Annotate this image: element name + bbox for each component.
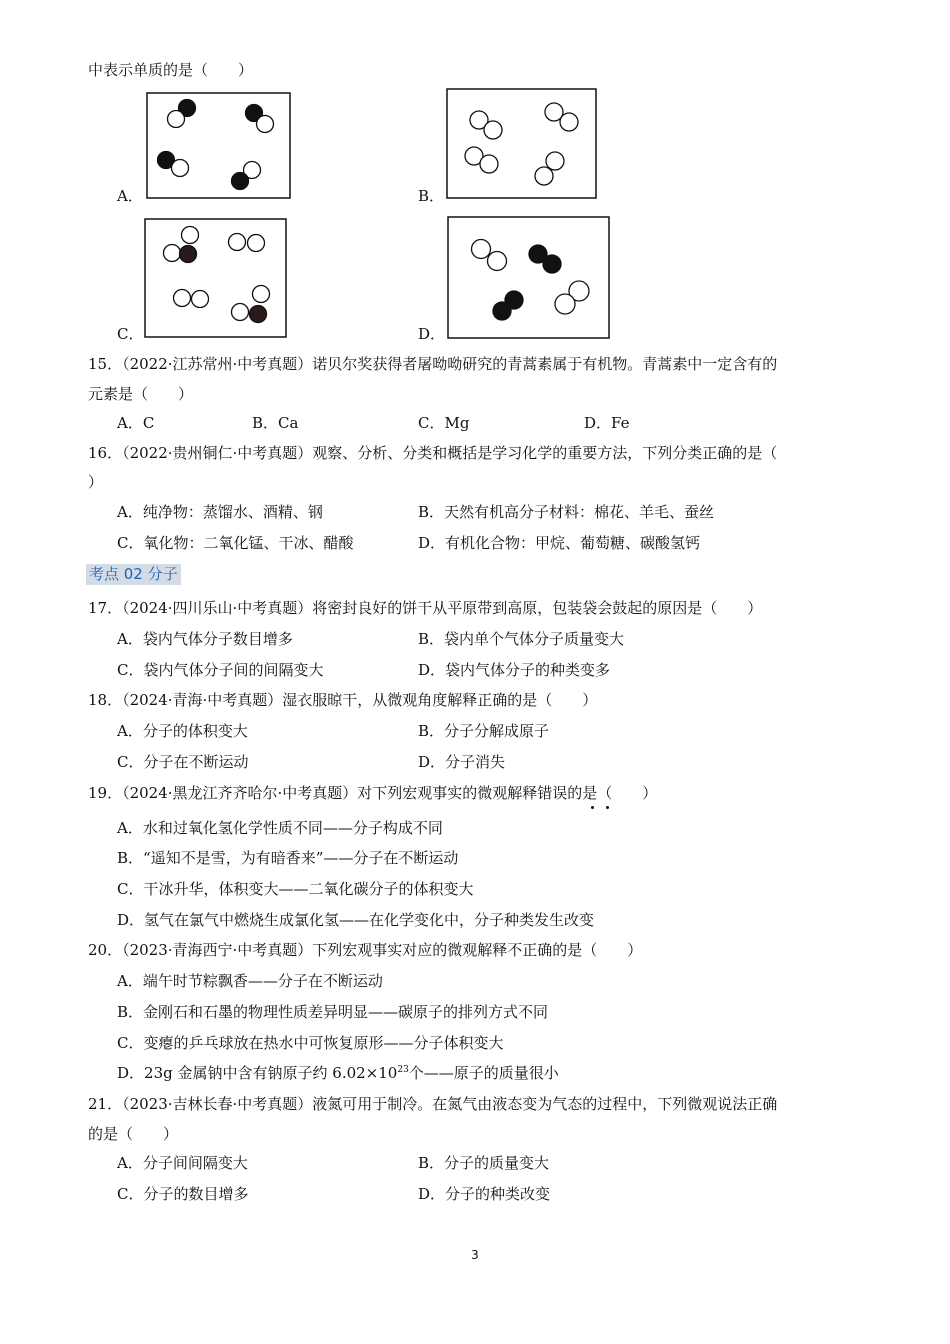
q17-option-b: B．袋内单个气体分子质量变大: [418, 630, 625, 648]
q14-figure-a: [146, 92, 292, 200]
q14-option-a-label: A．: [117, 187, 143, 205]
q21-stem-line2: 的是（ ）: [88, 1125, 179, 1143]
q20-option-d: [117, 1063, 559, 1083]
q15-option-c: C．Mg: [418, 414, 470, 432]
q21-option-b: B．分子的质量变大: [418, 1154, 550, 1172]
q18-stem: 18．（2024·青海·中考真题）湿衣服晾干，从微观角度解释正确的是（ ）: [88, 691, 598, 709]
page-number: 3: [471, 1248, 479, 1262]
q16-option-c: C．氧化物：二氧化锰、干冰、醋酸: [117, 534, 354, 552]
q15-option-d: D．Fe: [584, 414, 630, 432]
q14-option-c-label: C．: [117, 325, 144, 343]
q20-option-d-text: D．23g 金属钠中含有钠原子约: [117, 1064, 328, 1082]
q16-option-a: A．纯净物：蒸馏水、酒精、钢: [117, 503, 323, 521]
q16-stem-line1: 16．（2022·贵州铜仁·中考真题）观察、分析、分类和概括是学习化学的重要方法，下列分类正确的是（: [88, 444, 778, 462]
q21-option-c: C．分子的数目增多: [117, 1185, 249, 1203]
q20-option-b: B．金刚石和石墨的物理性质差异明显——碳原子的排列方式不同: [117, 1003, 549, 1021]
q20-option-d-exponent: 23: [397, 1065, 409, 1075]
q18-option-b: B．分子分解成原子: [418, 722, 550, 740]
q18-option-c: C．分子在不断运动: [117, 753, 249, 771]
q17-option-d: D．袋内气体分子的种类变多: [418, 661, 611, 679]
q20-stem: 20．（2023·青海西宁·中考真题）下列宏观事实对应的微观解释不正确的是（ ）: [88, 941, 643, 959]
q18-option-a: A．分子的体积变大: [117, 722, 248, 740]
q17-option-a: A．袋内气体分子数目增多: [117, 630, 293, 648]
q17-option-c: C．袋内气体分子间的间隔变大: [117, 661, 324, 679]
q15-stem-line1: 15．（2022·江苏常州·中考真题）诺贝尔奖获得者屠呦呦研究的青蒿素属于有机物。青蒿素中一定含有的: [88, 355, 778, 373]
q18-option-d: D．分子消失: [418, 753, 506, 771]
q19-stem: 19．（2024·黑龙江齐齐哈尔·中考真题）对下列宏观事实的微观解释错误的是（ ）: [88, 784, 658, 802]
q15-stem-line2: 元素是（ ）: [88, 385, 194, 403]
q20-option-d-tail: 个——原子的质量很小: [408, 1064, 559, 1082]
q21-option-d: D．分子的种类改变: [418, 1185, 551, 1203]
q20-option-d-number: 6.02×10: [332, 1064, 398, 1082]
q16-stem-line2: ）: [88, 473, 104, 491]
q19-option-c: C．干冰升华，体积变大——二氧化碳分子的体积变大: [117, 880, 474, 898]
q14-figure-b: [446, 88, 598, 200]
q17-stem: 17．（2024·四川乐山·中考真题）将密封良好的饼干从平原带到高原，包装袋会鼓起的原因是（ ）: [88, 599, 763, 617]
q15-option-a: A．C: [117, 414, 155, 432]
q14-option-d-label: D．: [418, 325, 446, 343]
q14-option-b-label: B．: [418, 187, 445, 205]
section-heading: 考点 02 分子: [86, 564, 181, 585]
q16-option-d: D．有机化合物：甲烷、葡萄糖、碳酸氢钙: [418, 534, 701, 552]
q19-option-d: D．氢气在氯气中燃烧生成氯化氢——在化学变化中，分子种类发生改变: [117, 911, 595, 929]
q14-stem-tail: 中表示单质的是（ ）: [88, 61, 254, 79]
q14-figure-d: [447, 216, 611, 340]
q15-option-b: B．Ca: [252, 414, 299, 432]
q20-option-c: C．变瘪的乒乓球放在热水中可恢复原形——分子体积变大: [117, 1034, 504, 1052]
q19-option-b: B．“遥知不是雪，为有暗香来”——分子在不断运动: [117, 849, 459, 867]
q21-option-a: A．分子间间隔变大: [117, 1154, 248, 1172]
q19-option-a: A．水和过氧化氢化学性质不同——分子构成不同: [117, 819, 443, 837]
q14-figure-c: [144, 218, 288, 338]
q16-option-b: B．天然有机高分子材料：棉花、羊毛、蚕丝: [418, 503, 715, 521]
q21-stem-line1: 21．（2023·吉林长春·中考真题）液氮可用于制冷。在氮气由液态变为气态的过程中，下列微观说法正确: [88, 1095, 778, 1113]
emphasis-dot: [591, 806, 594, 809]
emphasis-dot: [606, 806, 609, 809]
q20-option-a: A．端午时节粽飘香——分子在不断运动: [117, 972, 383, 990]
